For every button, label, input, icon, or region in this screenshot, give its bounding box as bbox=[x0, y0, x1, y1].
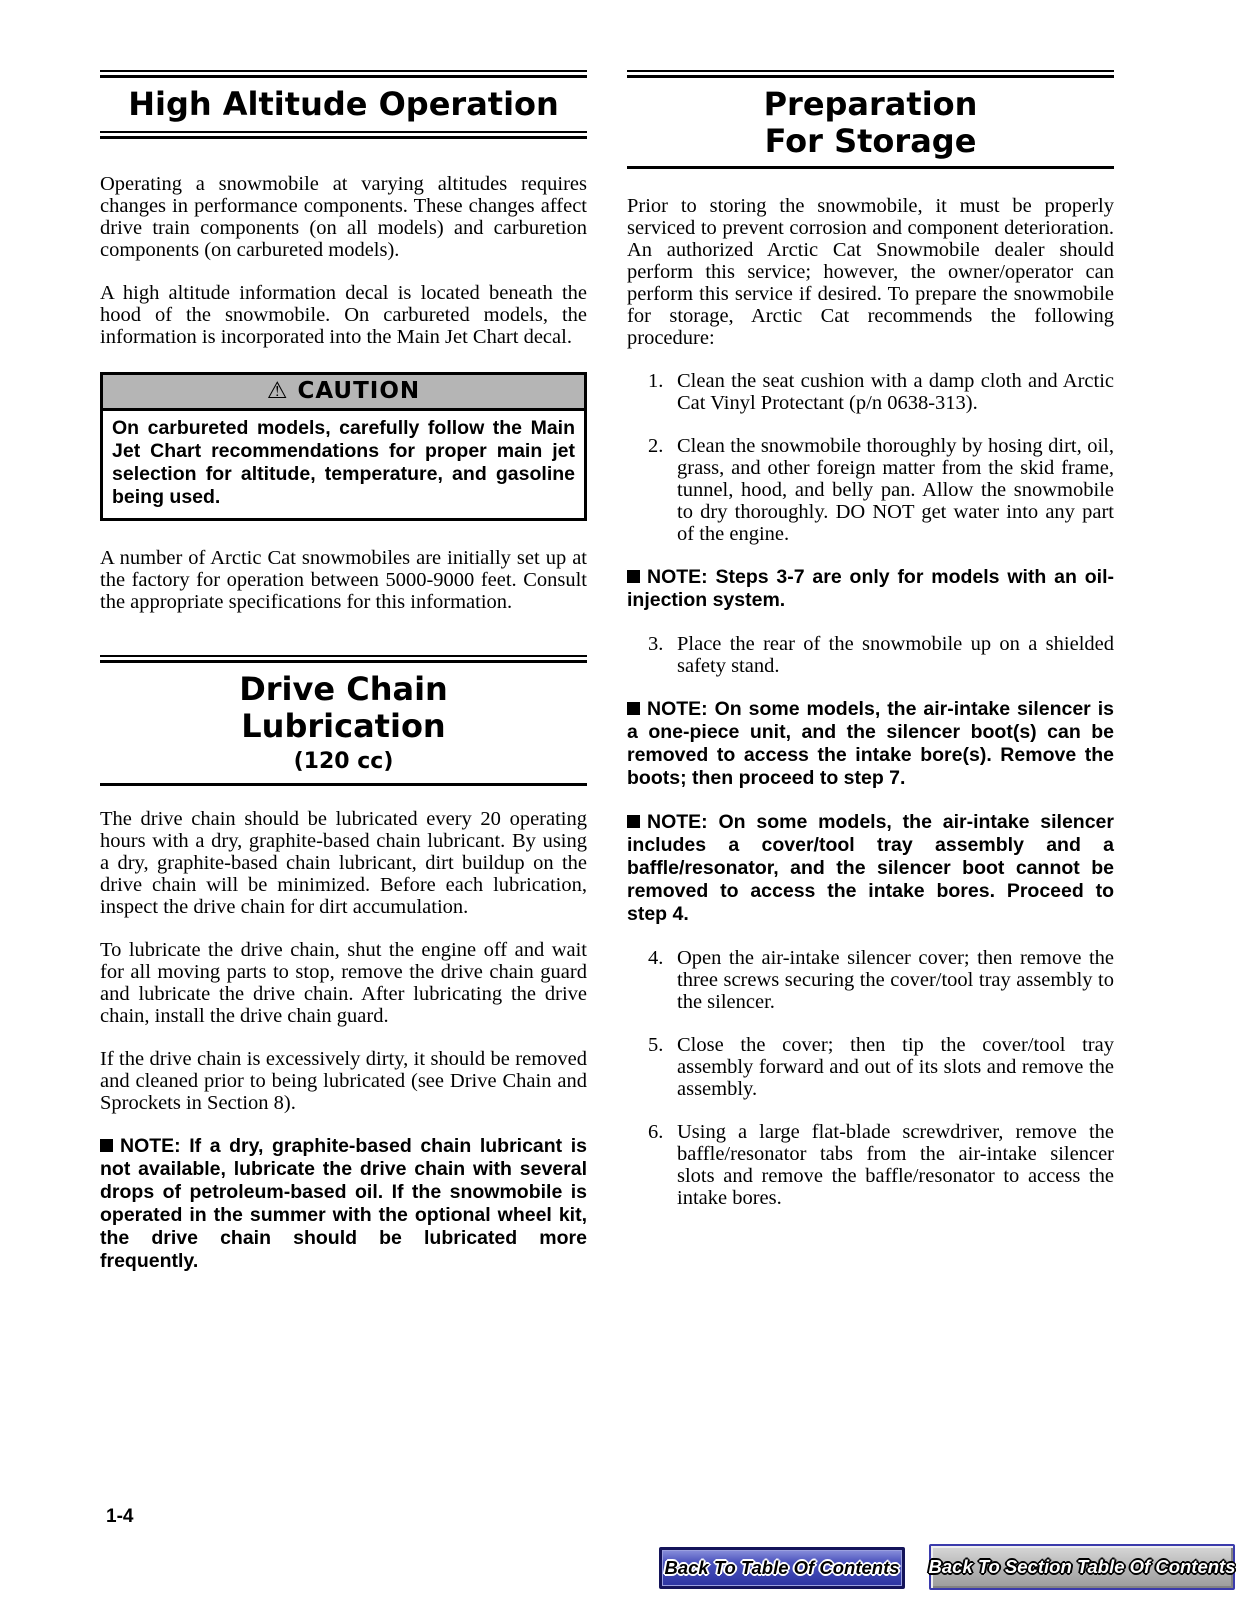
caution-text: On carbureted models, carefully follow the Main Jet Chart recommendations for proper main jet selection for altitude, temperature, and gasoline being used. bbox=[112, 417, 575, 508]
list-item-text: Place the rear of the snowmobile up on a shielded safety stand. bbox=[677, 633, 1114, 677]
note-text: NOTE: Steps 3-7 are only for models with an oil-injection system. bbox=[627, 566, 1114, 611]
note bbox=[627, 566, 1114, 612]
list-item-number: 5. bbox=[648, 1034, 664, 1056]
list-item-number: 4. bbox=[648, 947, 664, 969]
section-title-high-altitude: High Altitude Operation bbox=[128, 85, 559, 123]
list-item bbox=[627, 1034, 1114, 1100]
header-bottom-rule bbox=[100, 131, 587, 139]
note-text: NOTE: On some models, the air-intake silencer is a one-piece unit, and the silencer boot(s) can be removed to access the intake bore(s). Remove the boots; then proceed to step 7. bbox=[627, 698, 1114, 789]
back-to-section-toc-button[interactable]: Back To Section Table Of Contents bbox=[929, 1544, 1235, 1590]
list-item-text: Clean the snowmobile thoroughly by hosing dirt, oil, grass, and other foreign matter from the skid frame, tunnel, hood, and belly pan. Allow the snowmobile to dry thoroughly. DO NOT get water into any part of the engine. bbox=[677, 435, 1114, 545]
section-header-drive-chain bbox=[100, 655, 587, 786]
section-title-line: Lubrication bbox=[241, 707, 446, 745]
note bbox=[100, 1135, 587, 1273]
note-square-icon bbox=[627, 815, 640, 828]
list-item bbox=[627, 947, 1114, 1013]
section-title-line: Drive Chain bbox=[239, 670, 448, 708]
header-bottom-rule bbox=[100, 783, 587, 786]
header-bottom-rule bbox=[627, 166, 1114, 169]
header-top-rule bbox=[627, 70, 1114, 78]
paragraph: If the drive chain is excessively dirty, it should be removed and cleaned prior to being lubricated (see Drive Chain and Sprockets in Section 8). bbox=[100, 1048, 587, 1114]
intro-paragraph: Prior to storing the snowmobile, it must be properly serviced to prevent corrosion and component deterioration. An authorized Arctic Cat Snowmobile dealer should perform this service; however, the owner/operator can perform this service if desired. To prepare the snowmobile for storage, Arctic Cat recommends the following procedure: bbox=[627, 195, 1114, 349]
paragraph: The drive chain should be lubricated every 20 operating hours with a dry, graphite-based chain lubricant. By using a dry, graphite-based chain lubricant, dirt buildup on the drive chain will be minimized. Before each lubrication, inspect the drive chain for dirt accumulation. bbox=[100, 808, 587, 918]
caution-box bbox=[100, 372, 587, 521]
note-square-icon bbox=[627, 570, 640, 583]
note bbox=[627, 698, 1114, 790]
list-item-number: 2. bbox=[648, 435, 664, 457]
section-title-preparation bbox=[633, 86, 1108, 160]
list-item-number: 3. bbox=[648, 633, 664, 655]
paragraph: To lubricate the drive chain, shut the engine off and wait for all moving parts to stop, remove the drive chain guard and lubricate the drive chain. After lubricating the drive chain, install the drive chain guard. bbox=[100, 939, 587, 1027]
note bbox=[627, 811, 1114, 926]
list-item bbox=[627, 370, 1114, 414]
list-item-number: 6. bbox=[648, 1121, 664, 1143]
section-subtitle: (120 cc) bbox=[293, 749, 394, 774]
paragraph: A high altitude information decal is located beneath the hood of the snowmobile. On carbureted models, the information is incorporated into the Main Jet Chart decal. bbox=[100, 282, 587, 348]
list-item bbox=[627, 1121, 1114, 1209]
left-column bbox=[100, 70, 587, 1294]
right-column bbox=[627, 70, 1114, 1230]
header-top-rule bbox=[100, 70, 587, 78]
list-item-number: 1. bbox=[648, 370, 664, 392]
section-header-high-altitude bbox=[100, 70, 587, 139]
back-to-toc-button[interactable]: Back To Table Of Contents bbox=[659, 1547, 905, 1589]
list-item bbox=[627, 435, 1114, 545]
section-title-drive-chain bbox=[106, 671, 581, 745]
header-top-rule bbox=[100, 655, 587, 663]
note-text: NOTE: If a dry, graphite-based chain lubricant is not available, lubricate the drive chain with several drops of petroleum-based oil. If the snowmobile is operated in the summer with the optional wheel kit, the drive chain should be lubricated more frequently. bbox=[100, 1135, 587, 1272]
list-item-text: Using a large flat-blade screwdriver, remove the baffle/resonator tabs from the air-intake silencer slots and remove the baffle/resonator to access the intake bores. bbox=[677, 1121, 1114, 1209]
note-text: NOTE: On some models, the air-intake silencer includes a cover/tool tray assembly and a baffle/resonator, and the silencer boot cannot be removed to access the intake bores. Proceed to step 4. bbox=[627, 811, 1114, 925]
section-header-preparation bbox=[627, 70, 1114, 169]
paragraph: Operating a snowmobile at varying altitudes requires changes in performance components. These changes affect drive train components (on all models) and carburetion components (on carbureted models). bbox=[100, 173, 587, 261]
list-item-text: Clean the seat cushion with a damp cloth and Arctic Cat Vinyl Protectant (p/n 0638-313). bbox=[677, 370, 1114, 414]
section-title-line: Preparation bbox=[763, 85, 978, 123]
caution-label: CAUTION bbox=[297, 378, 421, 404]
note-square-icon bbox=[100, 1139, 113, 1152]
paragraph: A number of Arctic Cat snowmobiles are initially set up at the factory for operation between 5000-9000 feet. Consult the appropriate specifications for this information. bbox=[100, 547, 587, 613]
list-item bbox=[627, 633, 1114, 677]
caution-header bbox=[103, 375, 584, 411]
page-number: 1-4 bbox=[106, 1506, 134, 1527]
section-title-line: For Storage bbox=[764, 122, 977, 160]
warning-triangle-icon: ⚠ bbox=[266, 378, 288, 404]
list-item-text: Open the air-intake silencer cover; then remove the three screws securing the cover/tool tray assembly to the silencer. bbox=[677, 947, 1114, 1013]
note-square-icon bbox=[627, 702, 640, 715]
list-item-text: Close the cover; then tip the cover/tool tray assembly forward and out of its slots and remove the assembly. bbox=[677, 1034, 1114, 1100]
